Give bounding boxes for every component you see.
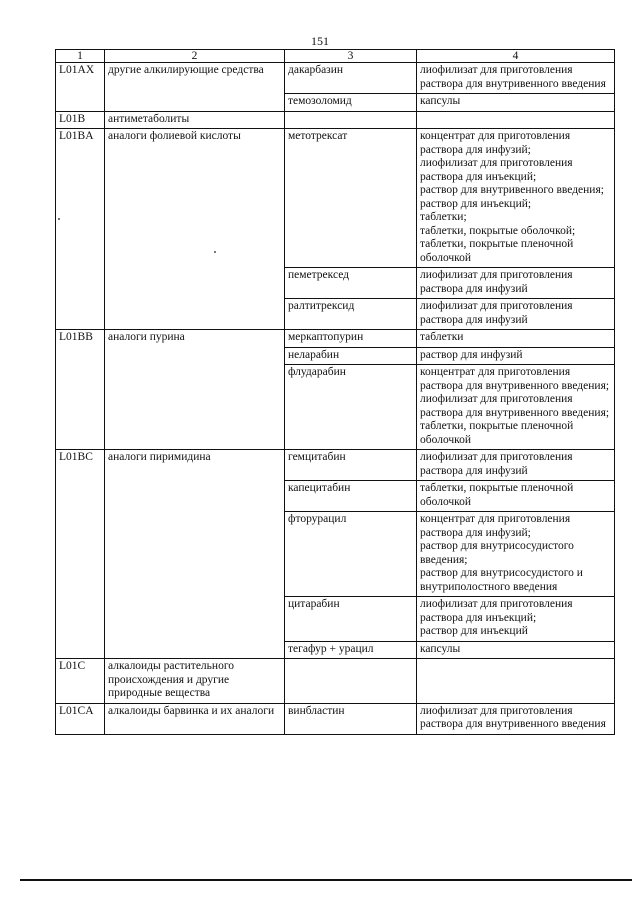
group-name: аналоги пиримидина xyxy=(105,450,285,659)
group-name: антиметаболиты xyxy=(105,111,285,129)
atc-code: L01CA xyxy=(56,703,105,734)
drug-name: фторурацил xyxy=(285,512,417,597)
dosage-form: капсулы xyxy=(420,95,461,107)
dosage-form: лиофилизат для приготовления раствора для внутривенного введения; xyxy=(420,393,610,419)
group-name: аналоги фолиевой кислоты xyxy=(105,129,285,330)
table-row xyxy=(56,330,615,348)
atc-code: L01BC xyxy=(56,450,105,659)
dosage-forms xyxy=(417,597,615,642)
dosage-form: таблетки, покрытые пленочной оболочкой xyxy=(420,420,574,446)
scan-speck xyxy=(214,251,216,253)
atc-code: L01B xyxy=(56,111,105,129)
dosage-forms xyxy=(417,111,615,129)
atc-code: L01AX xyxy=(56,63,105,112)
dosage-forms xyxy=(417,481,615,512)
drug-name: гемцитабин xyxy=(285,450,417,481)
dosage-form: раствор для внутрисосудистого введения; xyxy=(420,540,574,566)
column-number-1: 1 xyxy=(56,50,105,63)
group-name: аналоги пурина xyxy=(105,330,285,450)
drug-name: темозоломид xyxy=(285,94,417,112)
column-number-3: 3 xyxy=(285,50,417,63)
dosage-form: концентрат для приготовления раствора для инфузий; xyxy=(420,513,571,539)
bottom-rule xyxy=(20,879,632,881)
dosage-forms xyxy=(417,365,615,450)
page-number: 151 xyxy=(311,34,329,48)
drug-name: метотрексат xyxy=(285,129,417,268)
dosage-form: таблетки xyxy=(420,331,464,343)
dosage-forms xyxy=(417,129,615,268)
table-row xyxy=(56,703,615,734)
drug-name: флударабин xyxy=(285,365,417,450)
dosage-forms xyxy=(417,347,615,365)
drug-name: ралтитрексид xyxy=(285,299,417,330)
drug-name: тегафур + урацил xyxy=(285,641,417,659)
dosage-form: раствор для инфузий xyxy=(420,348,523,361)
dosage-form: лиофилизат для приготовления раствора для инфузий xyxy=(420,269,573,295)
table-body xyxy=(56,63,615,735)
dosage-forms xyxy=(417,641,615,659)
dosage-forms xyxy=(417,703,615,734)
drug-name: меркаптопурин xyxy=(285,330,417,348)
drug-name xyxy=(285,111,417,129)
drug-classification-table xyxy=(55,49,615,735)
dosage-form: лиофилизат для приготовления раствора для инъекций; xyxy=(420,598,573,624)
dosage-forms xyxy=(417,94,615,112)
drug-name: пеметрексед xyxy=(285,268,417,299)
dosage-forms xyxy=(417,330,615,348)
drug-name xyxy=(285,659,417,704)
dosage-form: концентрат для приготовления раствора для инфузий; xyxy=(420,130,571,156)
atc-code: L01BB xyxy=(56,330,105,450)
drug-name: неларабин xyxy=(285,347,417,365)
dosage-form: раствор для внутрисосудистого и внутриполостного введения xyxy=(420,567,583,593)
dosage-form: таблетки, покрытые пленочной оболочкой xyxy=(420,482,574,508)
table-row xyxy=(56,450,615,481)
dosage-forms xyxy=(417,659,615,704)
dosage-form: таблетки, покрытые оболочкой; xyxy=(420,224,576,237)
dosage-form: раствор для инъекций xyxy=(420,625,528,637)
dosage-form: раствор для внутривенного введения; xyxy=(420,184,604,196)
group-name: алкалоиды растительного происхождения и другие природные вещества xyxy=(105,659,285,704)
dosage-form: таблетки, покрытые пленочной оболочкой xyxy=(420,238,574,264)
drug-name: винбластин xyxy=(285,703,417,734)
dosage-forms xyxy=(417,268,615,299)
atc-code: L01C xyxy=(56,659,105,704)
dosage-forms xyxy=(417,299,615,330)
group-name: алкалоиды барвинка и их аналоги xyxy=(105,703,285,734)
group-name: другие алкилирующие средства xyxy=(105,63,285,112)
drug-name: цитарабин xyxy=(285,597,417,642)
table-row xyxy=(56,111,615,129)
table-row xyxy=(56,63,615,94)
dosage-form: лиофилизат для приготовления раствора для инъекций; xyxy=(420,157,573,183)
dosage-form: концентрат для приготовления раствора для внутривенного введения; xyxy=(420,366,610,392)
dosage-form: капсулы xyxy=(420,642,461,655)
dosage-forms xyxy=(417,450,615,481)
column-number-2: 2 xyxy=(105,50,285,63)
dosage-form: лиофилизат для приготовления раствора для инфузий xyxy=(420,451,573,477)
dosage-form: лиофилизат для приготовления раствора для внутривенного введения xyxy=(420,64,606,90)
column-number-row xyxy=(56,50,615,63)
atc-code: L01BA xyxy=(56,129,105,330)
dosage-form: раствор для инъекций; xyxy=(420,197,532,210)
column-number-4: 4 xyxy=(417,50,615,63)
dosage-form: лиофилизат для приготовления раствора для инфузий xyxy=(420,300,573,326)
dosage-forms xyxy=(417,512,615,597)
dosage-forms xyxy=(417,63,615,94)
table-row xyxy=(56,659,615,704)
drug-name: капецитабин xyxy=(285,481,417,512)
drug-name: дакарбазин xyxy=(285,63,417,94)
scan-speck xyxy=(58,218,60,220)
dosage-form: таблетки; xyxy=(420,211,467,223)
dosage-form: лиофилизат для приготовления раствора для внутривенного введения xyxy=(420,704,606,730)
table-row xyxy=(56,129,615,268)
